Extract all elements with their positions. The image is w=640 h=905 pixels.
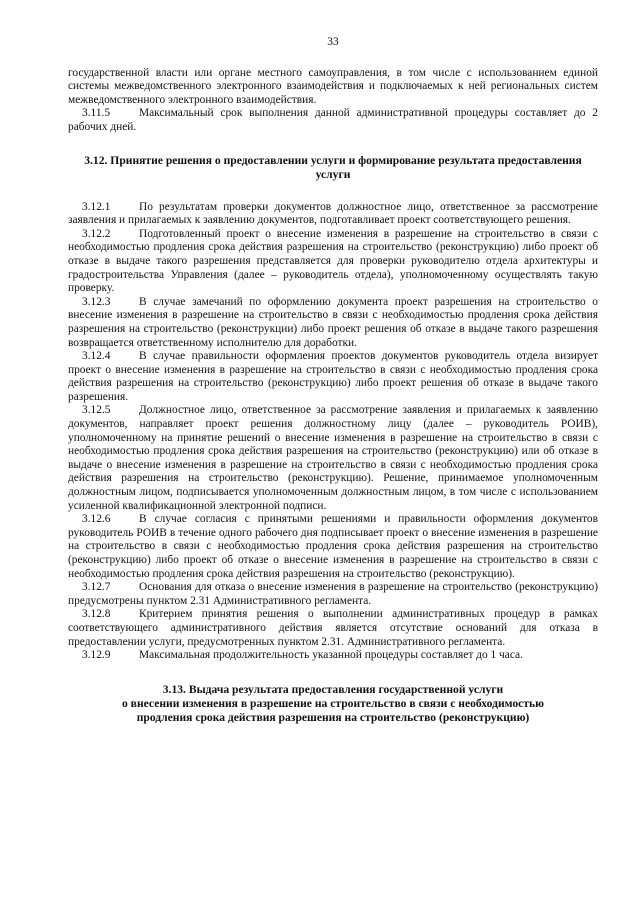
section-heading-3-13-line3: продления срока действия разрешения на строительство (реконструкцию) xyxy=(136,710,530,724)
paragraph-text: По результатам проверки документов должностное лицо, ответственное за рассмотрение заявления и прилагаемых к заявлению документов, подготавливает проект соответствующего решения. xyxy=(68,200,598,227)
paragraph-text: Критерием принятия решения о выполнении административных процедур в рамках соответствующего административного действия является отсутствие оснований для отказа в предоставлении услуги, предусмотренных пунктом 2.31. Административного регламента. xyxy=(68,608,598,648)
paragraph-3-12-5 xyxy=(68,404,598,513)
intro-paragraph: государственной власти или органе местного самоуправления, в том числе с использованием единой системы межведомственного электронного взаимодействия и подключаемых к ней региональных систем межведомственного электронного взаимодействия. xyxy=(68,66,598,106)
paragraph-3-12-3 xyxy=(68,296,598,350)
section-heading-3-12: 3.12. Принятие решения о предоставлении услуги и формирование результата предоставления услуги xyxy=(84,153,582,181)
paragraph-3-12-6 xyxy=(68,513,598,581)
paragraph-text: Подготовленный проект о внесение изменения в разрешение на строительство в связи с необходимостью продления срока действия разрешения на строительство (реконструкцию) либо проект об отказе в выдаче такого разрешения представляется для проверки руководителю отдела архитектуры и градостроительства Управления (далее – руководитель отдела), уполномоченному осуществлять такую проверку. xyxy=(68,227,598,295)
paragraph-3-12-1 xyxy=(68,201,598,228)
paragraph-text: Максимальный срок выполнения данной административной процедуры составляет до 2 рабочих дней. xyxy=(68,107,598,133)
section-heading-3-13-line1: 3.13. Выдача результата предоставления государственной услуги xyxy=(162,682,504,696)
paragraph-3-12-4 xyxy=(68,350,598,404)
paragraph-text: Должностное лицо, ответственное за рассмотрение заявления и прилагаемых к заявлению документов, направляет проект решения должностному лицу (далее – руководитель РОИВ), уполномоченному на принятие решений о внесение изменения в разрешение на строительство в связи с необходимостью продления срока действия разрешения на строительство (реконструкцию) или об отказе в выдаче о внесение изменения в разрешение на строительство в связи с необходимостью продления срока действия разрешения на строительство (реконструкцию). Решение, принимаемое уполномоченным должностным лицом, подписывается уполномоченным должностным лицом, в том числе с использованием усиленной квалификационной электронной подписи. xyxy=(68,404,598,512)
paragraph-3-12-8 xyxy=(68,608,598,649)
paragraph-text: В случае согласия с принятыми решениями и правильности оформления документов руководитель РОИВ в течение одного рабочего дня подписывает проект о внесение изменения в разрешение на строительство в связи с необходимостью продления срока действия разрешения на строительство (реконструкцию) либо проект об отказе о внесение изменения в разрешение на строительство в связи с необходимостью продления срока действия разрешения на строительство (реконструкцию). xyxy=(68,513,598,580)
paragraph-number: 3.12.9 xyxy=(82,649,111,662)
section-heading-3-13 xyxy=(68,683,598,725)
paragraph-3-11-5 xyxy=(68,107,598,134)
paragraph-text: Максимальная продолжительность указанной процедуры составляет до 1 часа. xyxy=(139,649,523,662)
paragraph-3-12-7 xyxy=(68,581,598,608)
section-heading-3-13-line2: о внесении изменения в разрешение на строительство в связи с необходимостью xyxy=(121,696,545,710)
page-number: 33 xyxy=(327,36,339,48)
paragraph-text: В случае замечаний по оформлению документа проект разрешения на строительство о внесение изменения в разрешение на строительство в связи с необходимостью продления срока действия разрешения на строительство (реконструкции) либо проект решения об отказе в выдаче такого разрешения возвращается ответственному исполнителю для доработки. xyxy=(68,295,598,349)
paragraph-3-12-9 xyxy=(68,649,598,663)
paragraph-3-12-2 xyxy=(68,228,598,296)
paragraph-number: 3.12.3 xyxy=(82,295,111,308)
paragraph-number: 3.12.6 xyxy=(82,513,111,526)
paragraph-number: 3.11.5 xyxy=(82,107,111,120)
paragraph-text: Основания для отказа о внесение изменения в разрешение на строительство (реконструкцию) предусмотрены пунктом 2.31 Административного регламента. xyxy=(68,581,598,607)
paragraph-text: В случае правильности оформления проектов документов руководитель отдела визирует проект о внесение изменения в разрешение на строительство в связи с необходимостью продления срока действия разрешения на строительство (реконструкцию) либо проект решения об отказе в выдаче такого разрешения. xyxy=(68,350,598,403)
paragraph-number: 3.12.1 xyxy=(82,200,111,213)
paragraph-number: 3.12.2 xyxy=(82,227,111,240)
paragraph-number: 3.12.8 xyxy=(82,608,111,621)
paragraph-number: 3.12.4 xyxy=(82,350,111,363)
paragraph-number: 3.12.5 xyxy=(82,404,111,417)
paragraph-number: 3.12.7 xyxy=(82,581,111,594)
